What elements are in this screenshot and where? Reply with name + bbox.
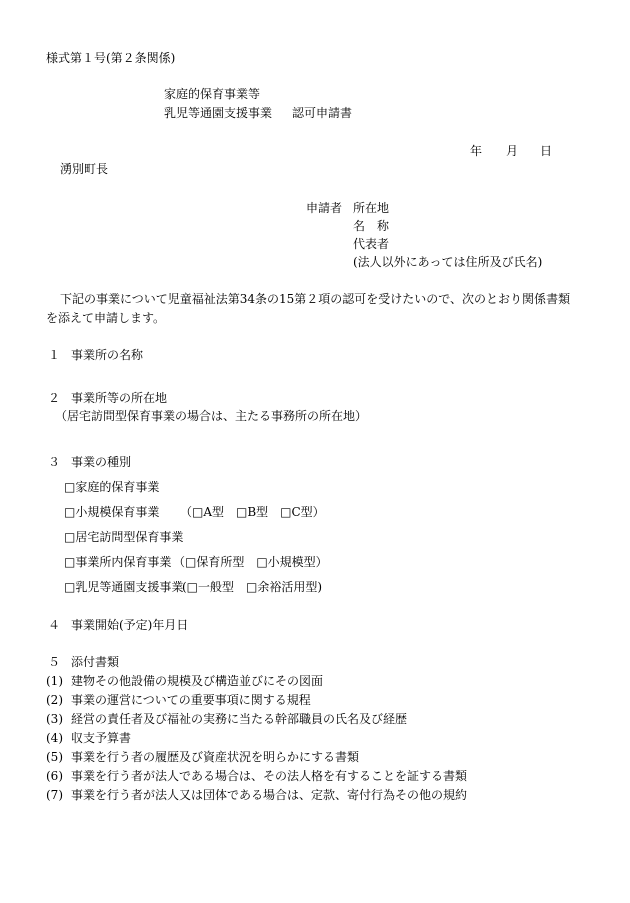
attachment-text: 建物その他設備の規模及び構造並びにその図面 (71, 674, 324, 688)
section-1-number: １ (48, 348, 61, 362)
section-4-title: 事業開始(予定)年月日 (71, 618, 189, 632)
business-type-small-daycare-options: （□A型 □B型 □C型） (180, 505, 325, 519)
attachment-number: (7) (46, 788, 63, 802)
business-type-infant-support-options: (□一般型 □余裕活用型) (182, 580, 323, 594)
attachment-number: (1) (46, 674, 63, 688)
section-2-number: ２ (48, 391, 61, 405)
attachment-number: (2) (46, 693, 63, 707)
business-type-home-daycare: □家庭的保育事業 (64, 480, 160, 494)
section-5-number: ５ (48, 655, 61, 669)
section-1-title: 事業所の名称 (71, 348, 144, 362)
attachment-text: 事業を行う者が法人である場合は、その法人格を有することを証する書類 (71, 769, 468, 783)
business-type-infant-support: □乳児等通園支援事業 (64, 580, 184, 594)
date-month-label: 月 (506, 144, 519, 158)
business-type-workplace-daycare: □事業所内保育事業 (64, 555, 172, 569)
form-number-label: 様式第１号(第２条関係) (46, 51, 176, 65)
applicant-name-label: 名 称 (353, 219, 390, 233)
attachment-number: (5) (46, 750, 63, 764)
body-text-line-1: 下記の事業について児童福祉法第34条の15第２項の認可を受けたいので、次のとおり関係書類 (60, 292, 571, 306)
section-2-title: 事業所等の所在地 (71, 391, 168, 405)
section-4-number: ４ (48, 618, 61, 632)
attachment-text: 事業を行う者の履歴及び資産状況を明らかにする書類 (71, 750, 360, 764)
attachment-number: (4) (46, 731, 63, 745)
addressee: 湧別町長 (60, 162, 109, 176)
title-line-2-left: 乳児等通園支援事業 (164, 106, 273, 120)
applicant-address-label: 所在地 (353, 201, 390, 215)
applicant-label: 申請者 (306, 201, 343, 215)
business-type-small-daycare: □小規模保育事業 (64, 505, 160, 519)
applicant-representative-label: 代表者 (353, 237, 390, 251)
attachment-number: (3) (46, 712, 63, 726)
section-3-title: 事業の種別 (71, 455, 132, 469)
attachment-text: 経営の責任者及び福祉の実務に当たる幹部職員の氏名及び経歴 (71, 712, 408, 726)
section-3-number: ３ (48, 455, 61, 469)
business-type-workplace-daycare-options: （□保育所型 □小規模型） (173, 555, 328, 569)
body-text-line-2: を添えて申請します。 (46, 311, 166, 325)
business-type-home-visit-daycare: □居宅訪問型保育事業 (64, 530, 184, 544)
date-year-label: 年 (470, 144, 483, 158)
title-line-1: 家庭的保育事業等 (164, 87, 261, 101)
attachment-text: 収支予算書 (71, 731, 132, 745)
section-5-title: 添付書類 (71, 655, 120, 669)
attachment-text: 事業の運営についての重要事項に関する規程 (71, 693, 311, 707)
title-line-2-right: 認可申請書 (292, 106, 353, 120)
section-2-note: （居宅訪問型保育事業の場合は、主たる事務所の所在地） (55, 409, 368, 423)
attachment-text: 事業を行う者が法人又は団体である場合は、定款、寄付行為その他の規約 (71, 788, 468, 802)
date-day-label: 日 (540, 144, 553, 158)
attachment-number: (6) (46, 769, 63, 783)
applicant-note: (法人以外にあっては住所及び氏名) (353, 255, 543, 269)
